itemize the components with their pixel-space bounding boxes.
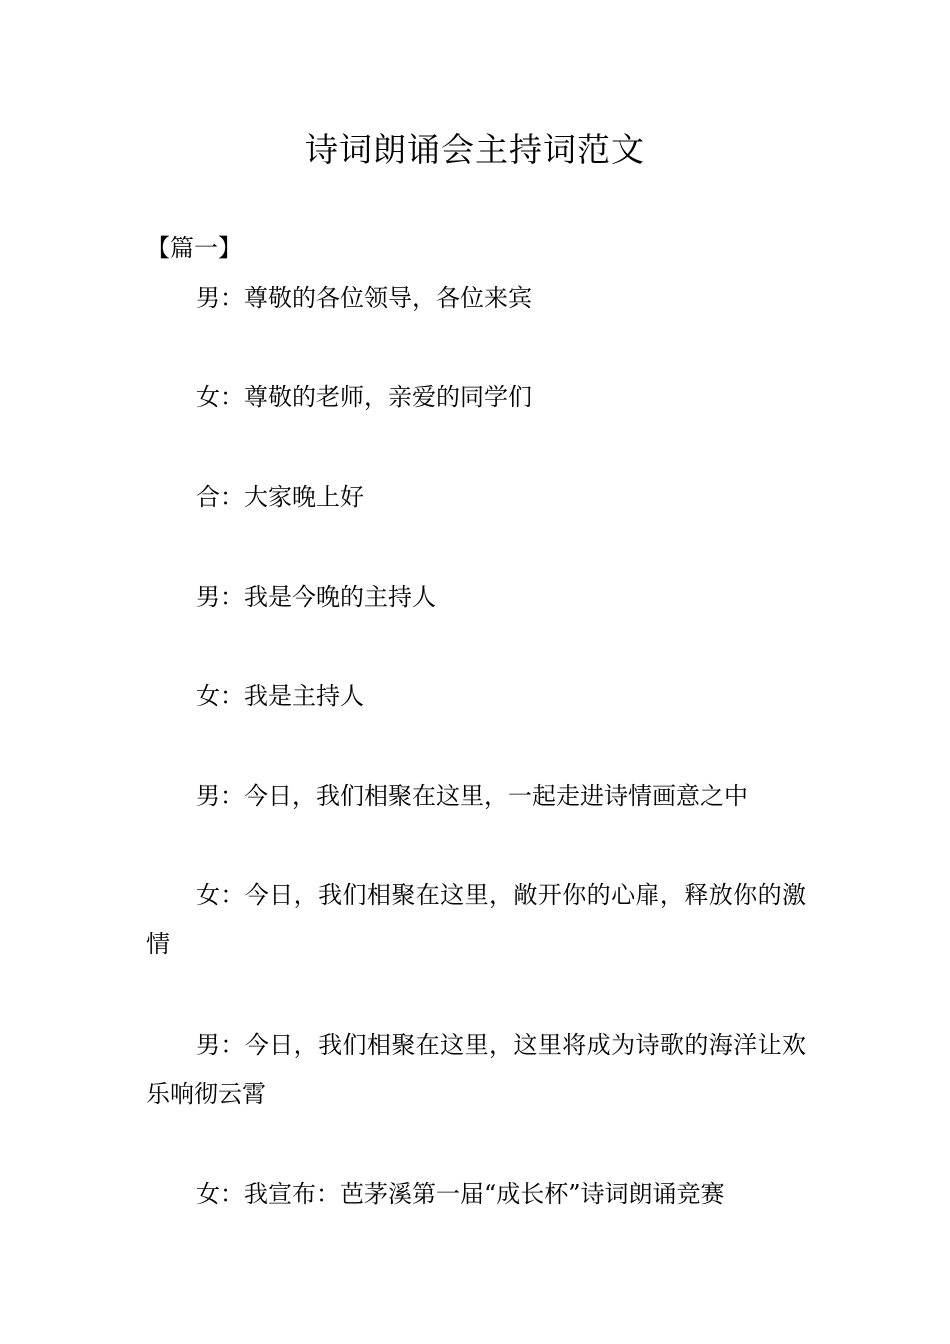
paragraph: 男：今日，我们相聚在这里，一起走进诗情画意之中 bbox=[196, 782, 748, 810]
paragraph: 男：今日，我们相聚在这里，这里将成为诗歌的海洋让欢乐响彻云霄 bbox=[146, 1031, 806, 1108]
paragraph: 男：我是今晚的主持人 bbox=[196, 583, 436, 611]
document-title: 诗词朗诵会主持词范文 bbox=[305, 130, 645, 169]
paragraph: 女：我宣布：芭茅溪第一届“成长杯”诗词朗诵竞赛 bbox=[196, 1180, 725, 1208]
paragraph: 女：我是主持人 bbox=[196, 682, 364, 710]
paragraph: 女：今日，我们相聚在这里，敞开你的心扉，释放你的激情 bbox=[146, 881, 806, 958]
paragraph: 合：大家晚上好 bbox=[196, 483, 364, 511]
paragraph: 女：尊敬的老师，亲爱的同学们 bbox=[196, 383, 532, 411]
paragraph: 男：尊敬的各位领导，各位来宾 bbox=[196, 284, 532, 312]
section-label: 【篇一】 bbox=[146, 234, 242, 262]
